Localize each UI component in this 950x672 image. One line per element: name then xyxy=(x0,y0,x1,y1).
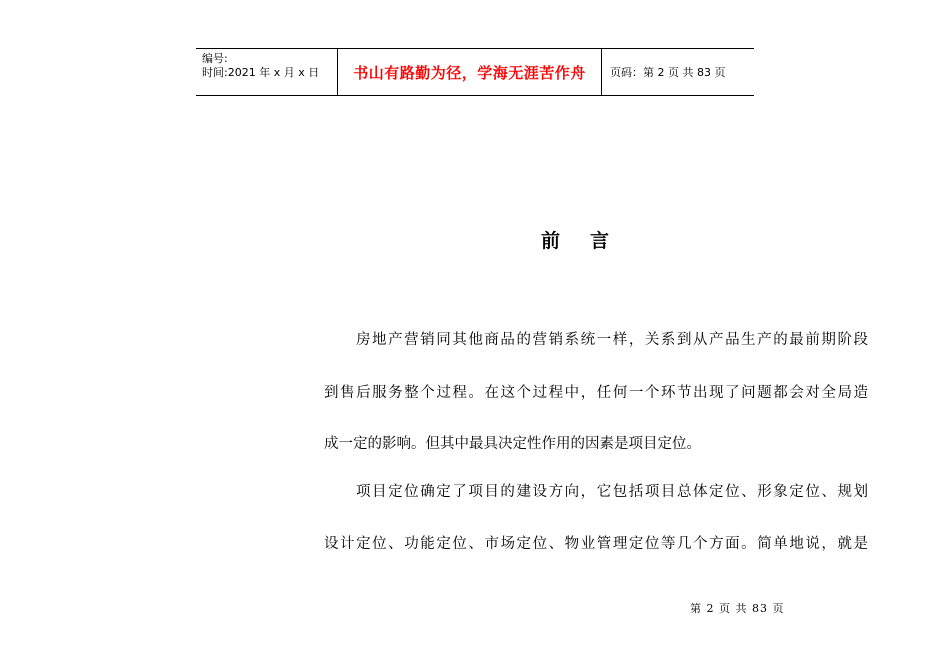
header-motto: 书山有路勤为径，学海无涯苦作舟 xyxy=(338,49,602,95)
document-date-label: 时间:2021 年 x 月 x 日 xyxy=(202,66,320,79)
paragraph-line: 到售后服务整个过程。在这个过程中，任何一个环节出现了问题都会对全局造 xyxy=(324,385,868,401)
document-number-label: 编号: xyxy=(202,52,228,65)
document-header xyxy=(196,48,754,96)
header-page-code: 页码：第 2 页 共 83 页 xyxy=(610,66,726,79)
header-meta-cell xyxy=(196,49,338,95)
page-title: 前言 xyxy=(540,230,639,252)
paragraph-line: 房地产营销同其他商品的营销系统一样，关系到从产品生产的最前期阶段 xyxy=(356,332,868,348)
paragraph-line: 设计定位、功能定位、市场定位、物业管理定位等几个方面。简单地说，就是 xyxy=(324,536,868,552)
paragraph-line: 项目定位确定了项目的建设方向，它包括项目总体定位、形象定位、规划 xyxy=(356,484,868,500)
paragraph-line: 成一定的影响。但其中最具决定性作用的因素是项目定位。 xyxy=(324,436,701,452)
page-footer: 第 2 页 共 83 页 xyxy=(690,602,785,615)
